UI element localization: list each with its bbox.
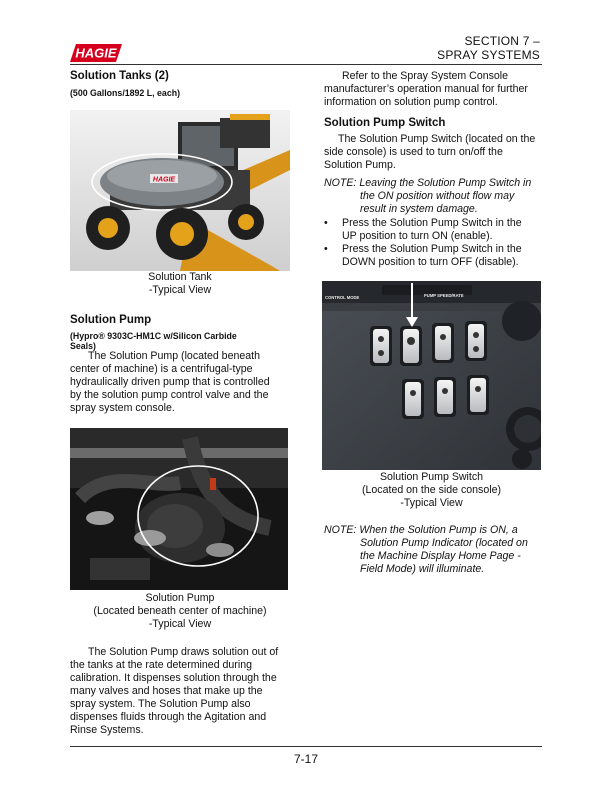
draw-body-line: many valves and hoses that make up the [70,685,263,697]
note1-line: result in system damage. [360,203,478,215]
rocker-switch-row-2 [402,375,489,419]
note1-first-line: NOTE: Leaving the Solution Pump Switch in [324,177,532,189]
note-indicator [324,524,544,576]
pump-body-line: hydraulically driven pump that is controlled [70,376,270,388]
note2-first-line: NOTE: When the Solution Pump is ON, a [324,524,518,536]
tanks-heading: Solution Tanks (2) [70,70,169,82]
header-divider [70,64,542,65]
note2-line: the Machine Display Home Page - [360,550,521,562]
pump-subheading [70,331,237,351]
bullet-line: DOWN position to turn OFF (disable). [342,256,519,268]
switch-body-line: Solution Pump. [324,159,396,171]
switch-body-line: side console) is used to turn on/off the [324,146,503,158]
pump-body-line: The Solution Pump (located beneath [88,350,260,362]
tanks-subheading: (500 Gallons/1892 L, each) [70,88,181,98]
switch-description [324,133,544,172]
pump-caption-line1: Solution Pump [145,592,215,604]
bullet-line: • Press the Solution Pump Switch in the [342,217,522,229]
switch-body-line: The Solution Pump Switch (located on the [338,133,536,145]
note1-line: the ON position without flow may [360,190,515,202]
tank-caption-line2: -Typical View [148,284,212,296]
switch-heading: Solution Pump Switch [324,117,446,129]
switch-instructions [324,217,544,269]
logo-text: HAGIE [75,45,117,61]
pump-body-line: by the solution pump control valve and the [70,389,269,401]
bullet-turn-on [324,217,544,243]
page-number: 7-17 [293,752,319,766]
switch-caption-line1: Solution Pump Switch [379,471,484,483]
section-line1: SECTION 7 – [464,34,540,48]
switch-caption-line3: -Typical View [400,497,463,509]
note2-line: Solution Pump Indicator (located on [360,537,528,549]
note-flow-damage [324,177,544,216]
switch-caption-line2: (Located on the side console) [362,484,501,496]
svg-text:HAGIE: HAGIE [152,176,176,184]
pump-caption-line3: -Typical View [148,618,212,630]
section-line2: SPRAY SYSTEMS [437,48,540,62]
pump-draw-description [70,646,292,737]
side-console-photo [322,281,541,470]
pump-description [70,350,292,415]
draw-body-line: Rinse Systems. [70,724,144,736]
hagie-logo [70,44,122,62]
refer-body-line: manufacturer’s operation manual for further [324,83,528,95]
pump-caption [70,592,290,631]
draw-body-line: calibration. It dispenses solution through the [70,672,277,684]
pump-caption-line2: (Located beneath center of machine) [93,605,267,617]
bullet-line: • Press the Solution Pump Switch in the [342,243,522,255]
pump-sub-line1: (Hypro® 9303C-HM1C w/Silicon Carbide [70,331,237,341]
console-label-control-mode: CONTROL MODE [325,295,360,300]
refer-body-line: information on solution pump control. [324,96,498,108]
draw-body-line: The Solution Pump draws solution out of [88,646,279,658]
bullet-turn-off [324,243,544,269]
pump-body-line: spray system console. [70,402,175,414]
switch-caption [322,471,541,510]
tank-caption-line1: Solution Tank [148,271,212,283]
refer-paragraph [324,70,544,109]
solution-tank-photo [70,110,290,271]
console-label-pump-speed: PUMP SPEED/RATE [424,293,464,298]
pump-heading: Solution Pump [70,314,152,326]
draw-body-line: spray system. The Solution Pump also [70,698,251,710]
refer-body-line: Refer to the Spray System Console [342,70,509,82]
section-title [437,34,540,62]
draw-body-line: the tanks at the rate determined during [70,659,252,671]
solution-pump-photo [70,428,288,590]
footer-divider [70,746,542,747]
pump-body-line: center of machine) is a centrifugal-type [70,363,253,375]
pump-sub-line2: Seals) [70,341,96,351]
bullet-line: UP position to turn ON (enable). [342,230,493,242]
draw-body-line: dispenses fluids through the Agitation and [70,711,267,723]
note2-line: Field Mode) will illuminate. [360,563,485,575]
tank-caption [70,271,290,297]
